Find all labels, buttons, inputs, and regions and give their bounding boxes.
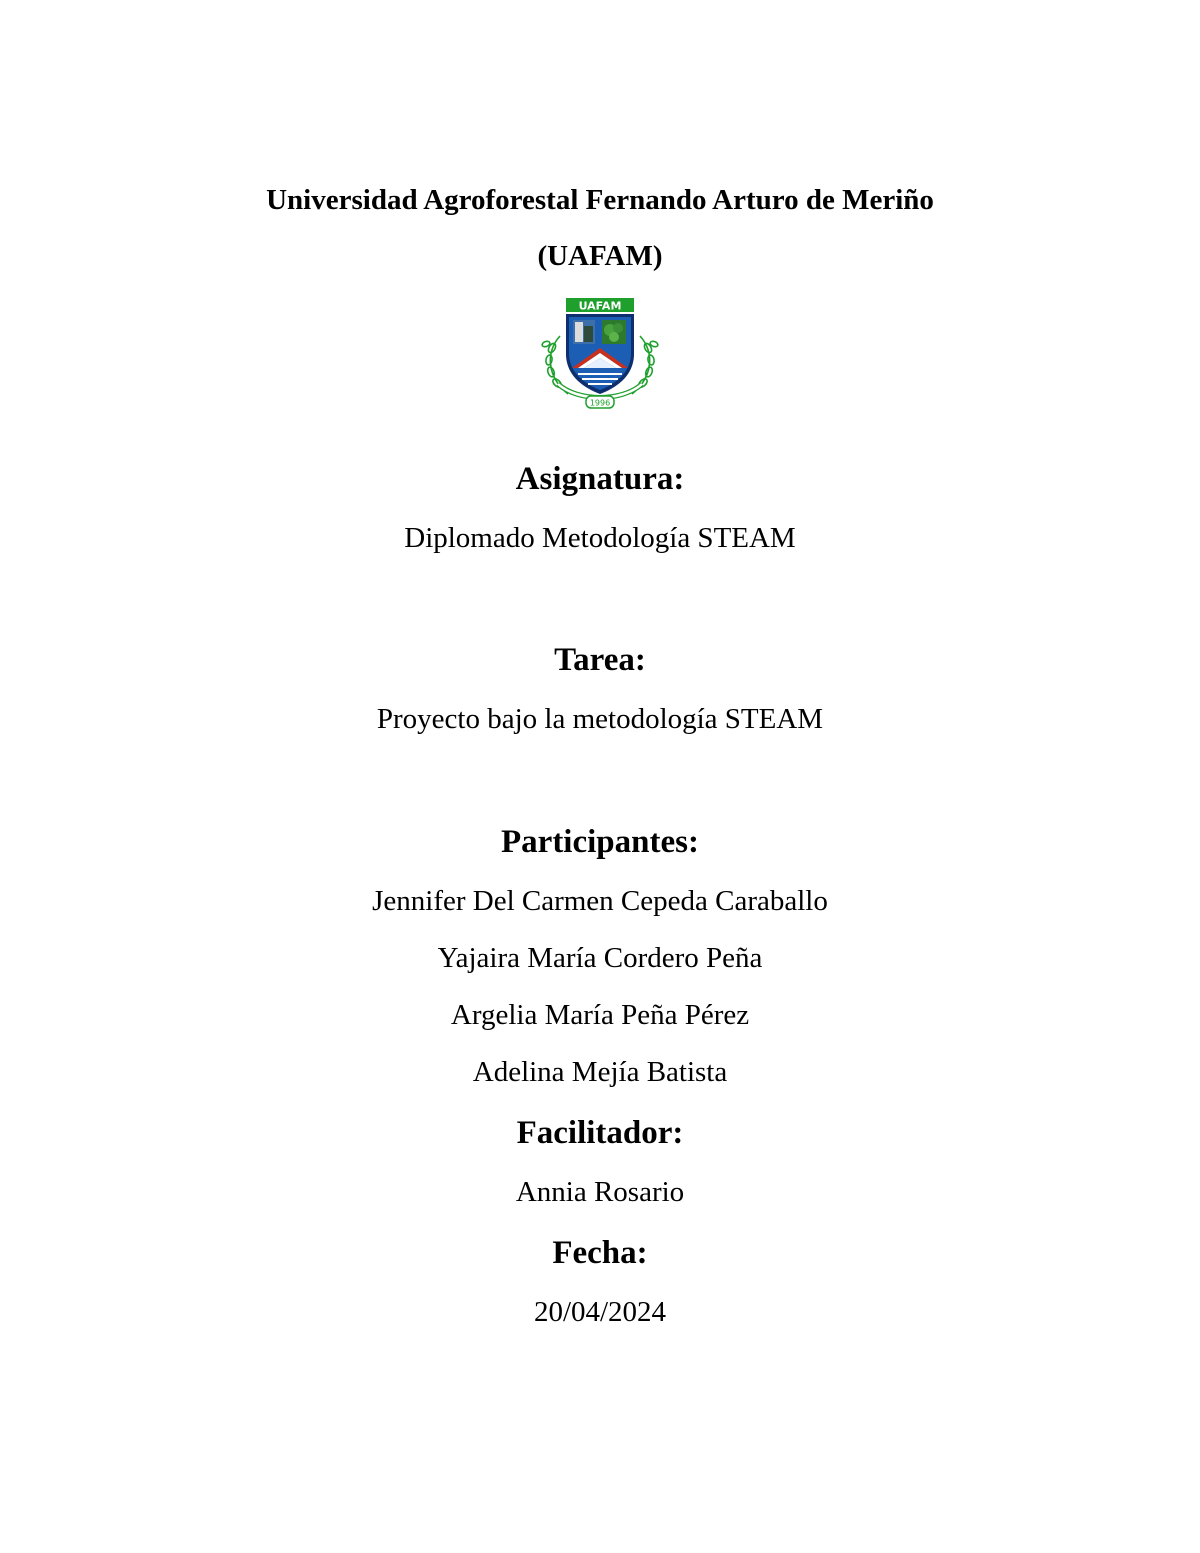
uafam-logo: [538, 296, 662, 414]
institution-acronym: (UAFAM): [537, 240, 663, 272]
asignatura-value: Diplomado Metodología STEAM: [404, 522, 796, 554]
fecha-label: Fecha:: [552, 1235, 648, 1271]
logo-year: 1996: [589, 398, 611, 408]
logo-banner-text: UAFAM: [578, 299, 622, 313]
asignatura-label: Asignatura:: [515, 461, 685, 497]
facilitador-value: Annia Rosario: [515, 1176, 685, 1208]
facilitador-label: Facilitador:: [516, 1115, 684, 1151]
tarea-label: Tarea:: [554, 642, 646, 678]
participantes-label: Participantes:: [501, 824, 699, 860]
fecha-value: 20/04/2024: [533, 1296, 667, 1328]
participant-name: Argelia María Peña Pérez: [450, 999, 750, 1031]
participant-name: Yajaira María Cordero Peña: [437, 942, 763, 974]
participant-name: Jennifer Del Carmen Cepeda Caraballo: [372, 885, 828, 917]
tarea-value: Proyecto bajo la metodología STEAM: [376, 703, 824, 735]
participant-name: Adelina Mejía Batista: [472, 1056, 728, 1088]
institution-name: Universidad Agroforestal Fernando Arturo de Meriño: [266, 184, 934, 216]
laurel-right-icon: [632, 336, 659, 394]
laurel-left-icon: [541, 336, 568, 394]
